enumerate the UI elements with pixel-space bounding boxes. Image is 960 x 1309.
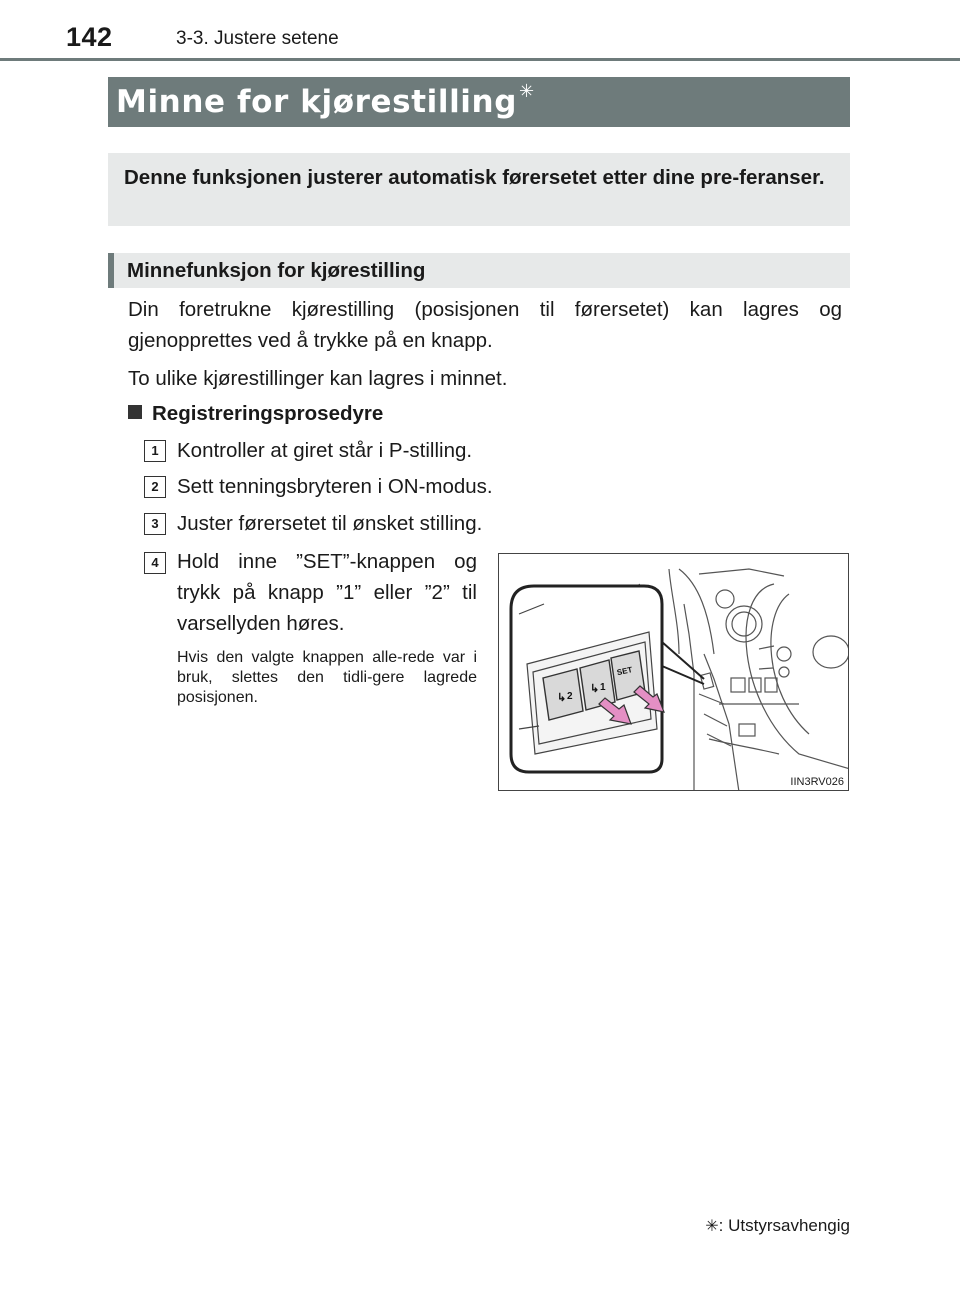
button-1-glyph: ↳: [590, 683, 600, 695]
page-number: 142: [66, 22, 113, 52]
page-title: [108, 77, 850, 127]
step-number-3: 3: [144, 513, 166, 535]
step-text-4: Hold inne ”SET”-knappen og trykk på knapp ”1” eller ”2” til varsellyden høres.: [177, 550, 477, 635]
procedure-heading-text: Registreringsprosedyre: [152, 402, 384, 425]
steering-wheel-rim: [746, 584, 849, 769]
figure-code: IIN3RV026: [790, 776, 844, 788]
callout-pointer: [662, 642, 704, 684]
step-text-3: Juster førersetet til ønsket stilling.: [177, 512, 483, 535]
footnote-text: : Utstyrsavhengig: [718, 1216, 850, 1235]
step-text-2: Sett tenningsbryteren i ON-modus.: [177, 475, 493, 498]
step-text-1: Kontroller at giret står i P-stilling.: [177, 439, 473, 462]
button-2-glyph: ↳: [557, 692, 567, 704]
step-number-2: 2: [144, 476, 166, 498]
dashboard-drawing: [499, 554, 849, 791]
memory-button-illustration: [498, 553, 849, 791]
section-label: 3-3. Justere setene: [176, 28, 339, 49]
step-note: Hvis den valgte knappen alle-rede var i bruk, slettes den tidli-gere lagrede posisjonen.: [177, 649, 477, 706]
body-paragraph-2: To ulike kjørestillinger kan lagres i minnet.: [128, 367, 508, 390]
body-paragraph-1: Din foretrukne kjørestilling (posisjonen til førersetet) kan lagres og gjenopprettes ved å trykke på en knapp.: [128, 298, 842, 352]
step-number-4: 4: [144, 552, 166, 574]
footnote: [705, 1216, 850, 1236]
square-bullet-icon: [128, 405, 142, 419]
procedure-heading: [128, 398, 383, 429]
step-number-1: 1: [144, 440, 166, 462]
header-rule: [0, 58, 960, 61]
button-2-label: 2: [567, 691, 573, 702]
steering-wheel-inner: [771, 594, 809, 734]
button-set-label: SET: [616, 665, 634, 678]
button-1-label: 1: [600, 682, 606, 693]
intro-box: Denne funksjonen justerer automatisk førersetet etter dine pre-feranser.: [108, 153, 850, 226]
steering-emblem: [813, 636, 849, 668]
section-subheading: Minnefunksjon for kjørestilling: [108, 253, 850, 288]
asterisk-icon: ✳: [705, 1218, 719, 1235]
asterisk-icon: ✳: [518, 81, 535, 102]
page-title-text: Minne for kjørestilling: [116, 84, 517, 120]
